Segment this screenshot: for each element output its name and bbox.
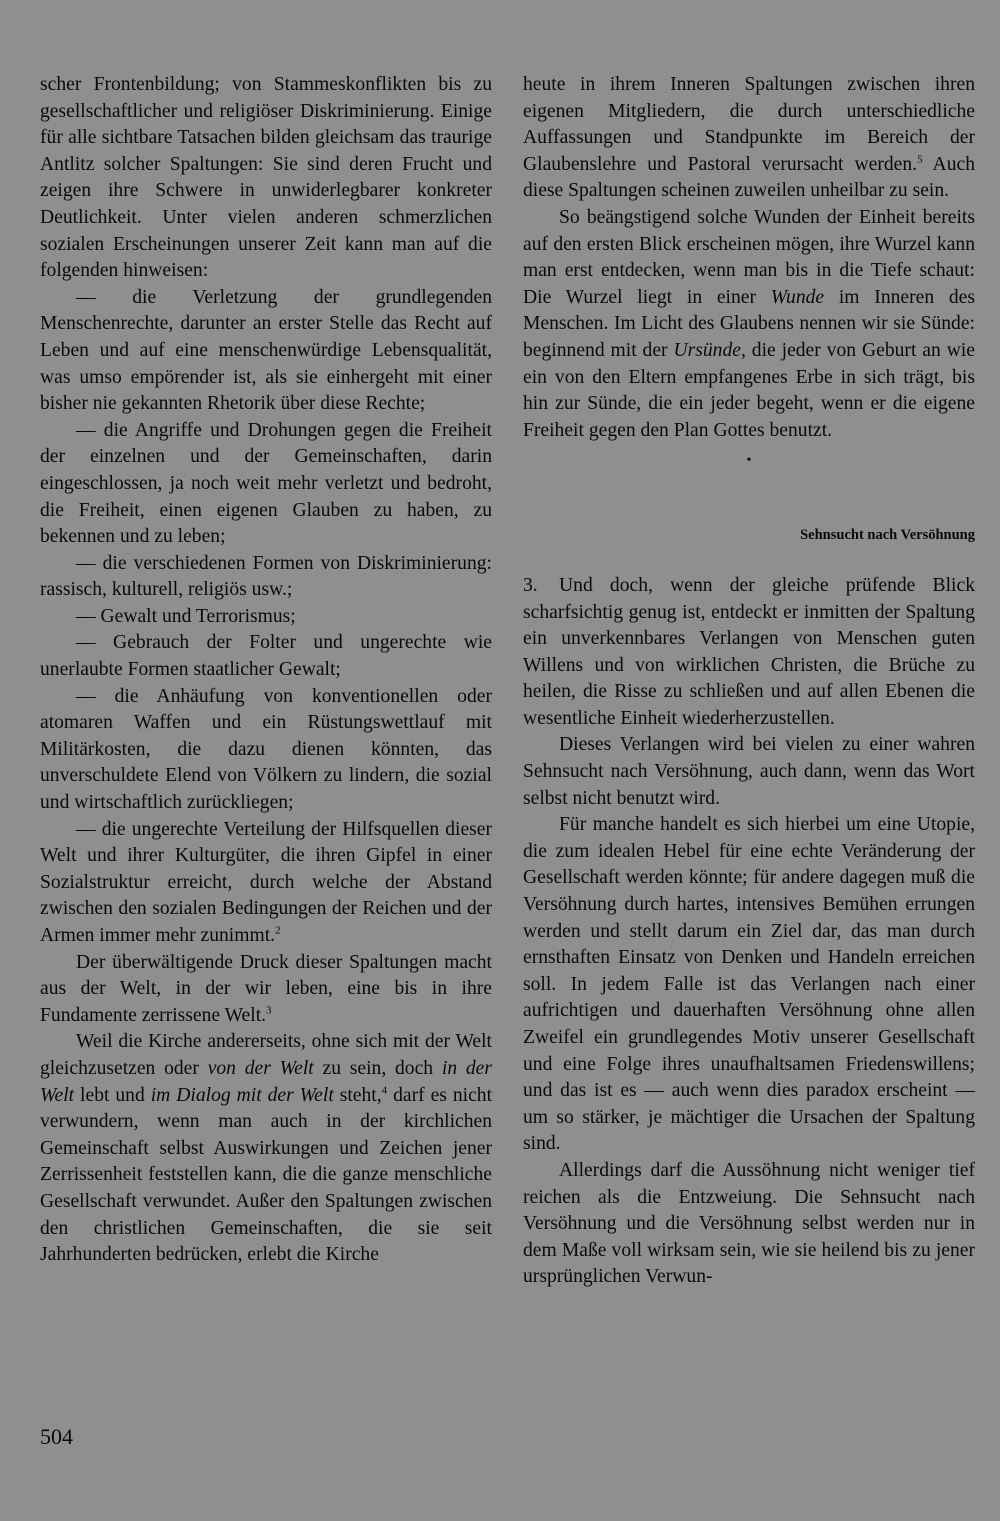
paragraph-text: die jeder von Geburt an wie ein von den Eltern empfangenes Erbe in sich trägt, bis hin zur Sünde, die ein jeder begeht, wenn er die eigene Freiheit gegen den Plan Gottes benutzt. xyxy=(523,339,975,441)
footnote-marker: 4 xyxy=(381,1084,388,1097)
paragraph xyxy=(40,950,492,1030)
list-item: — die verschiedenen Formen von Diskriminierung: rassisch, kulturell, religiös usw.; xyxy=(40,552,492,601)
footnote-marker: 5 xyxy=(917,153,923,166)
paragraph-text: steht, xyxy=(333,1084,382,1106)
section-separator: • xyxy=(746,453,752,469)
paragraph-text: Auch diese Spaltungen scheinen zuweilen unheilbar zu sein. xyxy=(523,153,975,202)
paragraph-text: zu sein, doch xyxy=(313,1057,442,1079)
italic-text: Ursünde, xyxy=(673,339,746,361)
right-column xyxy=(523,72,975,1291)
list-item: — die Verletzung der grundlegenden Menschenrechte, darunter an erster Stelle das Recht auf Leben und auf eine menschenwürdige Lebensqualität, was umso empörender ist, als sie einhergeht mit einer bisher nie gekannten Rhetorik über diese Rechte; xyxy=(40,286,492,415)
paragraph-text: heute in ihrem Inneren Spaltungen zwischen ihren eigenen Mitgliedern, die durch unterschiedliche Auffassungen und Standpunkte im Bereich der Glaubenslehre und Pastoral verursacht werden. xyxy=(523,74,975,175)
list-item xyxy=(40,817,492,950)
paragraph: Dieses Verlangen wird bei vielen zu einer wahren Sehnsucht nach Versöhnung, auch dann, wenn das Wort selbst nicht benutzt wird. xyxy=(523,734,975,809)
left-column xyxy=(40,72,492,1269)
paragraph-text: im Inneren des Menschen. Im Licht des Glaubens nennen wir sie Sünde: beginnend mit der xyxy=(523,286,975,361)
paragraph-text: Der überwältigende Druck dieser Spaltungen macht aus der Welt, in der wir leben, eine bis in ihre Fundamente zerrissene Welt. xyxy=(40,951,492,1026)
paragraph-text: Weil die Kirche andererseits, ohne sich mit der Welt gleichzusetzen oder xyxy=(40,1031,492,1079)
italic-text: im Dialog mit der Welt xyxy=(150,1084,334,1106)
list-item: — Gewalt und Terrorismus; xyxy=(76,605,296,627)
paragraph xyxy=(523,72,975,205)
footnote-marker: 3 xyxy=(266,1004,272,1017)
section-heading: Sehnsucht nach Versöhnung xyxy=(800,527,975,544)
paragraph: scher Frontenbildung; von Stammeskonflikten bis zu gesellschaftlicher und religiöser Diskriminierung. Einige für alle sichtbare Tatsachen bilden gleichsam das traurige Antlitz solcher Spaltungen: Sie sind deren Frucht und zeigen ihre Schwere in unwiderlegbarer konkreter Deutlichkeit. Unter vielen anderen schmerzlichen sozialen Erscheinungen unserer Zeit kann man auf die folgenden hinweisen: xyxy=(40,74,492,282)
paragraph: Für manche handelt es sich hierbei um eine Utopie, die zum idealen Hebel für eine echte Veränderung der Gesellschaft werden könnte; für andere dagegen muß die Versöhnung durch hartes, intensives Bemühen errungen werden und stellt darum ein Ziel dar, das man durch ernsthaften Einsatz von Denken und Handeln erreichen soll. In jedem Falle ist das Verlangen nach einer aufrichtigen und dauerhaften Versöhnung ohne allen Zweifel ein grundlegendes Motiv unserer Gesellschaft und eine Folge ihres unaufhaltsamen Friedenswillens; und das ist es — auch wenn dies paradox erscheint — um so stärker, je mächtiger die Ursachen der Spaltung sind. xyxy=(523,814,975,1155)
paragraph xyxy=(40,1029,492,1268)
paragraph-text: Und doch, wenn der gleiche prüfende Blick scharfsichtig genug ist, entdeckt er inmitten der Spaltung ein unverkennbares Verlangen von Menschen guten Willens und von wirklichen Christen, die Brüche zu heilen, die Risse zu schließen und auf allen Ebenen die wesentliche Einheit wiederherzustellen. xyxy=(523,574,975,729)
list-item: — die Angriffe und Drohungen gegen die Freiheit der einzelnen und der Gemeinschaften, darin eingeschlossen, ja noch weit mehr verletzt und bedroht, die Freiheit, einen eigenen Glauben zu haben, zu bekennen und zu leben; xyxy=(40,419,492,548)
italic-text: Wunde xyxy=(770,286,825,308)
footnote-marker: 2 xyxy=(275,924,281,937)
list-item: — die Anhäufung von konventionellen oder atomaren Waffen und ein Rüstungswettlauf mit Militärkosten, die dazu dienen könnten, das unverschuldete Elend von Völkern zu lindern, die sozial und wirtschaftlich zurückliegen; xyxy=(40,685,492,814)
paragraph-text: darf es nicht verwundern, wenn man auch in der kirchlichen Gemeinschaft selbst Auswirkungen und Zeichen jener Zerrissenheit feststellen kann, die die ganze menschliche Gesellschaft verwundet. Außer den Spaltungen zwischen den christlichen Gemeinschaften, die sie seit Jahrhunderten bedrücken, erlebt die Kirche xyxy=(40,1084,493,1266)
paragraph xyxy=(523,205,975,444)
paragraph xyxy=(523,573,975,733)
section-number: 3. xyxy=(523,574,538,596)
paragraph-text: So beängstigend solche Wunden der Einheit bereits auf den ersten Blick erscheinen mögen, ihre Wurzel kann man erst entdecken, wenn man bis in die Tiefe schaut: Die Wurzel liegt in einer xyxy=(523,206,975,308)
paragraph: Allerdings darf die Aussöhnung nicht weniger tief reichen als die Entzweiung. Die Sehnsucht nach Versöhnung und die Versöhnung selbst werden nur in dem Maße voll wirksam sein, wie sie heilend bis zu jener ursprünglichen Verwun- xyxy=(523,1159,975,1288)
paragraph-text: lebt und xyxy=(74,1084,151,1106)
list-item-text: — die ungerechte Verteilung der Hilfsquellen dieser Welt und ihrer Kulturgüter, die ihren Gipfel in einer Sozialstruktur erreicht, durch welche der Abstand zwischen den sozialen Bedingungen der Reichen und der Armen immer mehr zunimmt. xyxy=(40,818,492,946)
page-number: 504 xyxy=(40,1424,73,1449)
italic-text: in der Welt xyxy=(40,1057,493,1106)
list-item: — Gebrauch der Folter und ungerechte wie unerlaubte Formen staatlicher Gewalt; xyxy=(40,632,492,681)
italic-text: von der Welt xyxy=(207,1057,314,1079)
